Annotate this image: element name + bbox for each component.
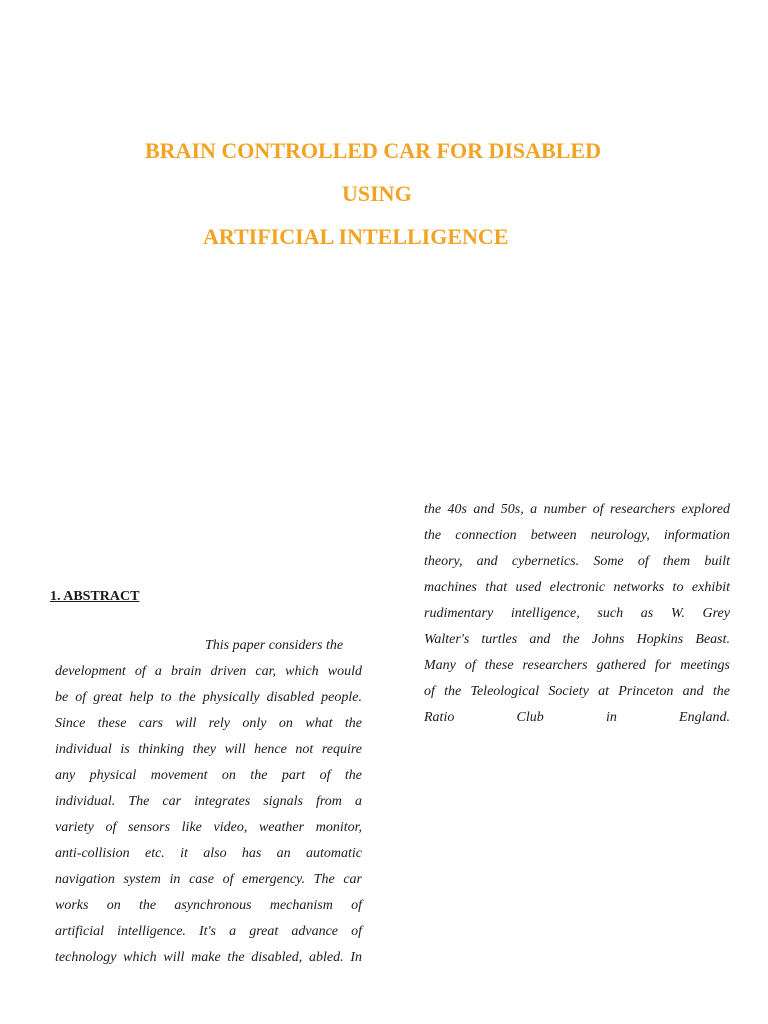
text-line: Since these cars will rely only on what the [55, 716, 362, 731]
text-line: machines that used electronic networks to exhibit [424, 580, 730, 595]
text-line: technology which will make the disabled, abled. In [55, 950, 362, 965]
text-line: artificial intelligence. It's a great advance of [55, 924, 362, 939]
text-line: rudimentary intelligence, such as W. Grey [424, 606, 730, 621]
text-line: Walter's turtles and the Johns Hopkins Beast. [424, 632, 730, 647]
title-line-2: USING [342, 181, 412, 206]
text-line: navigation system in case of emergency. The car [55, 872, 362, 887]
abstract-right-column [424, 497, 730, 731]
text-line: anti-collision etc. it also has an automatic [55, 846, 362, 861]
title-line-1: BRAIN CONTROLLED CAR FOR DISABLED [145, 138, 601, 163]
text-line: the 40s and 50s, a number of researchers explored [424, 502, 730, 517]
text-line: works on the asynchronous mechanism of [55, 898, 362, 913]
text-line: any physical movement on the part of the [55, 768, 362, 783]
text-line: of the Teleological Society at Princeton and the [424, 684, 730, 699]
text-line: theory, and cybernetics. Some of them built [424, 554, 730, 569]
text-line: This paper considers the [205, 638, 344, 653]
text-line: Many of these researchers gathered for meetings [424, 658, 730, 673]
text-line: individual. The car integrates signals from a [55, 794, 362, 809]
text-line: development of a brain driven car, which would [55, 664, 362, 679]
text-line: Ratio Club in England. [424, 710, 730, 725]
text-line: individual is thinking they will hence not require [55, 742, 362, 757]
title-line-3: ARTIFICIAL INTELLIGENCE [203, 224, 509, 249]
abstract-left-column [55, 633, 362, 971]
text-line: the connection between neurology, information [424, 528, 730, 543]
text-line: be of great help to the physically disabled people. [55, 690, 362, 705]
section-heading-abstract: 1. ABSTRACT [50, 589, 140, 604]
text-line: variety of sensors like video, weather monitor, [55, 820, 362, 835]
